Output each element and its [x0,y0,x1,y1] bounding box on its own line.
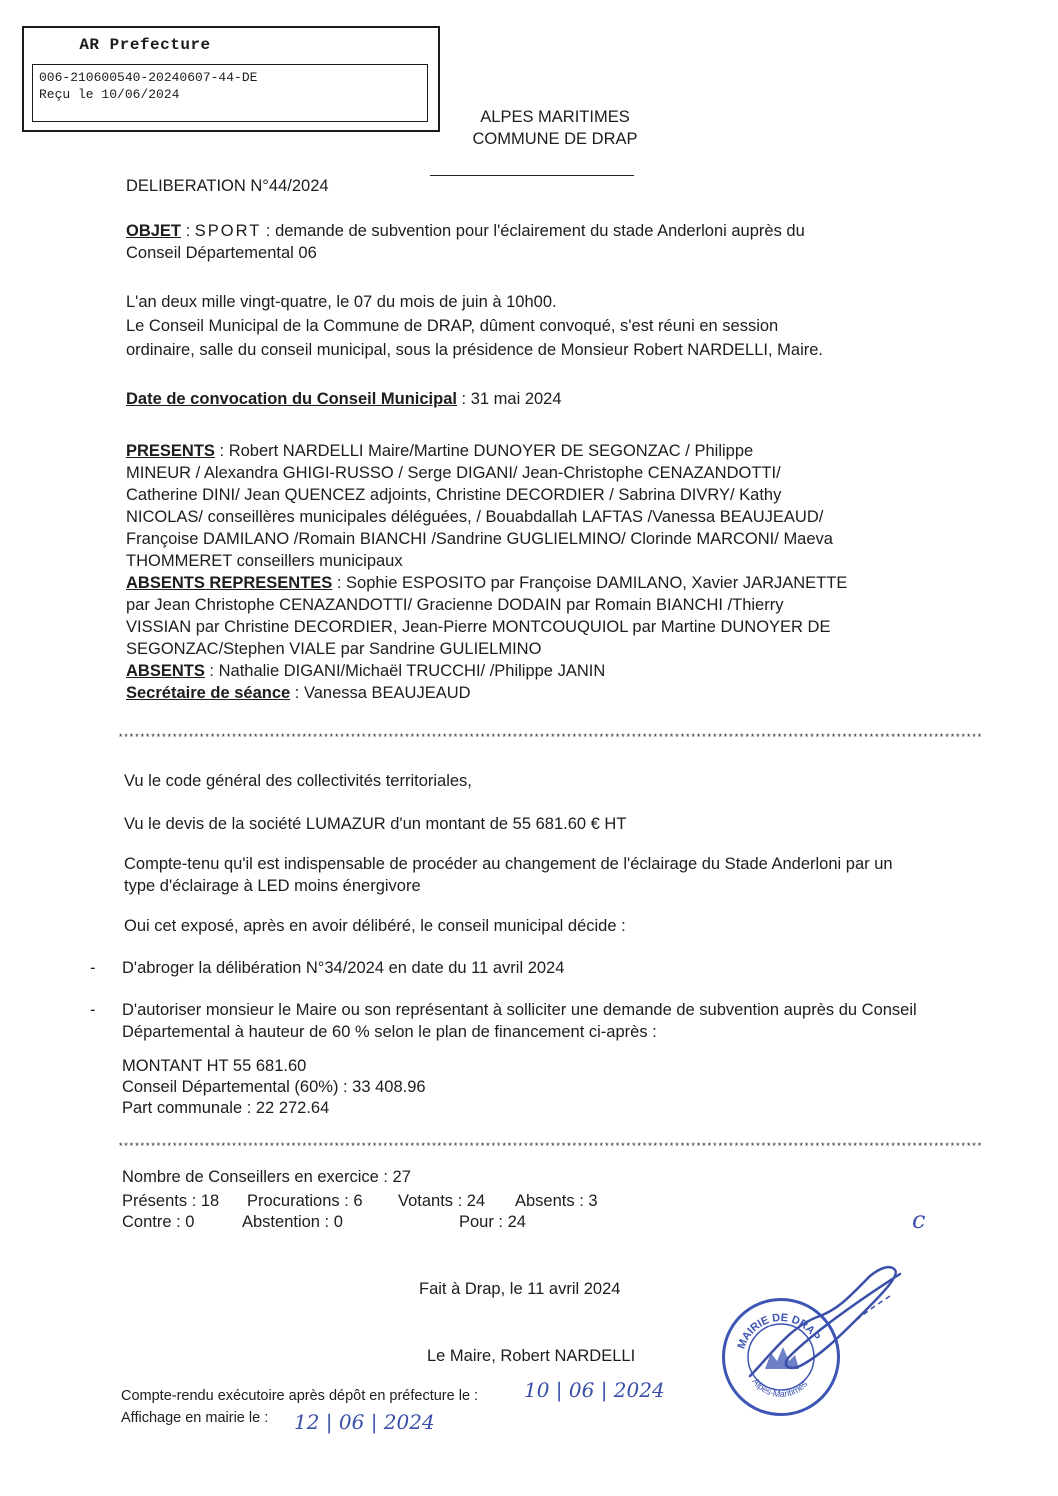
decision-item-line: Départemental à hauteur de 60 % selon le plan de financement ci-après : [122,1023,657,1041]
ar-reference: 006-210600540-20240607-44-DE [39,70,258,85]
compte-tenu [124,853,994,897]
votes-pour: Pour : 24 [459,1213,526,1231]
handwritten-mark: c [912,1206,926,1234]
objet-text-continued: Conseil Départemental 06 [126,244,317,262]
header-commune: COMMUNE DE DRAP [472,130,638,148]
convocation-value: : 31 mai 2024 [456,390,562,408]
votes-abstention: Abstention : 0 [242,1213,343,1231]
ar-received-date: Reçu le 10/06/2024 [39,87,180,102]
absents-representes-line: par Jean Christophe CENAZANDOTTI/ Gracienne DODAIN par Romain BIANCHI /Thierry [126,596,784,614]
presents-line: MINEUR / Alexandra GHIGI-RUSSO / Serge DIGANI/ Jean-Christophe CENAZANDOTTI/ [126,464,781,482]
absents-representes-line: SEGONZAC/Stephen VIALE par Sandrine GULIELMINO [126,640,542,658]
asterisk-separator: **************************************************************************************************************************************************************** [118,1142,983,1152]
ar-prefecture-box [22,26,440,132]
absents-representes-line: VISSIAN par Christine DECORDIER, Jean-Pierre MONTCOUQUIOL par Martine DUNOYER DE [126,618,831,636]
objet-block [126,220,986,264]
objet-label: OBJET [126,222,182,240]
commune-header [430,106,680,150]
financing-plan [122,1056,426,1119]
financing-commune: Part communale : 22 272.64 [122,1099,330,1117]
compte-tenu-line: Compte-tenu qu'il est indispensable de procéder au changement de l'éclairage du Stade Anderloni par un [124,855,893,873]
compte-rendu-date: 10 | 06 | 2024 [524,1378,665,1402]
compte-rendu-label: Compte-rendu exécutoire après dépôt en préfecture le : [121,1388,479,1404]
votes-procurations: Procurations : 6 [247,1192,363,1210]
decision-item-line: D'autoriser monsieur le Maire ou son représentant à solliciter une demande de subvention auprès du Conseil [122,1001,917,1019]
presents-line: Catherine DINI/ Jean QUENCEZ adjoints, Christine DECORDIER / Sabrina DIVRY/ Kathy [126,486,782,504]
votes-contre: Contre : 0 [122,1213,195,1231]
intro-line: Le Conseil Municipal de la Commune de DRAP, dûment convoqué, s'est réuni en session [126,317,779,335]
header-divider [430,175,634,176]
presents-line: THOMMERET conseillers municipaux [126,552,403,570]
intro-line: ordinaire, salle du conseil municipal, sous la présidence de Monsieur Robert NARDELLI, Maire. [126,341,824,359]
intro-line: L'an deux mille vingt-quatre, le 07 du mois de juin à 10h00. [126,293,557,311]
presents-line: Françoise DAMILANO /Romain BIANCHI /Sandrine GUGLIELMINO/ Clorinde MARCONI/ Maeva [126,530,833,548]
absents-value: : Nathalie DIGANI/Michaël TRUCCHI/ /Philippe JANIN [204,662,606,680]
stamp-bottom-text: Alpes-Maritimes [750,1376,810,1400]
affichage-date: 12 | 06 | 2024 [294,1410,435,1434]
presents-line: : Robert NARDELLI Maire/Martine DUNOYER DE SEGONZAC / Philippe [214,442,754,460]
objet-sport: SPORT [194,222,262,240]
oui-expose: Oui cet exposé, après en avoir délibéré, le conseil municipal décide : [124,917,626,935]
intro-block [126,290,986,362]
presents-label: PRESENTS [126,442,215,460]
attendance-block [126,440,996,704]
objet-sep: : [181,222,195,240]
deliberation-number: DELIBERATION N°44/2024 [126,177,329,195]
absents-label: ABSENTS [126,662,205,680]
bullet-dash: - [90,1001,96,1019]
absents-representes-label: ABSENTS REPRESENTES [126,574,333,592]
ar-title: AR Prefecture [79,36,211,54]
conseillers-en-exercice: Nombre de Conseillers en exercice : 27 [122,1168,411,1186]
decision-item: D'abroger la délibération N°34/2024 en date du 11 avril 2024 [122,959,565,977]
vu-code: Vu le code général des collectivités territoriales, [124,772,472,790]
votes-presents: Présents : 18 [122,1192,220,1210]
compte-tenu-line: type d'éclairage à LED moins énergivore [124,877,421,895]
presents-line: NICOLAS/ conseillères municipales déléguées, / Bouabdallah LAFTAS /Vanessa BEAUJEAUD/ [126,508,824,526]
financing-total: MONTANT HT 55 681.60 [122,1057,307,1075]
bullet-dash: - [90,959,96,977]
financing-departement: Conseil Départemental (60%) : 33 408.96 [122,1078,426,1096]
votes-absents: Absents : 3 [515,1192,598,1210]
convocation-date [126,388,562,410]
stamp-top-text: MAIRIE DE DRAP [735,1311,823,1351]
asterisk-separator: **************************************************************************************************************************************************************** [118,733,983,743]
header-department: ALPES MARITIMES [480,108,630,126]
votes-votants: Votants : 24 [398,1192,486,1210]
affichage-label: Affichage en mairie le : [121,1410,269,1426]
le-maire: Le Maire, Robert NARDELLI [427,1347,636,1365]
secretaire-label: Secrétaire de séance [126,684,291,702]
convocation-label: Date de convocation du Conseil Municipal [126,390,457,408]
vu-devis: Vu le devis de la société LUMAZUR d'un montant de 55 681.60 € HT [124,815,627,833]
ar-reference-box [32,64,428,122]
secretaire-value: : Vanessa BEAUJEAUD [290,684,471,702]
absents-representes-line: : Sophie ESPOSITO par Françoise DAMILANO, Xavier JARJANETTE [332,574,848,592]
fait-a-drap: Fait à Drap, le 11 avril 2024 [419,1280,621,1298]
signature-scribble [730,1256,920,1406]
decision-item [122,999,1002,1043]
objet-text: : demande de subvention pour l'éclairement du stade Anderloni auprès du [261,222,805,240]
